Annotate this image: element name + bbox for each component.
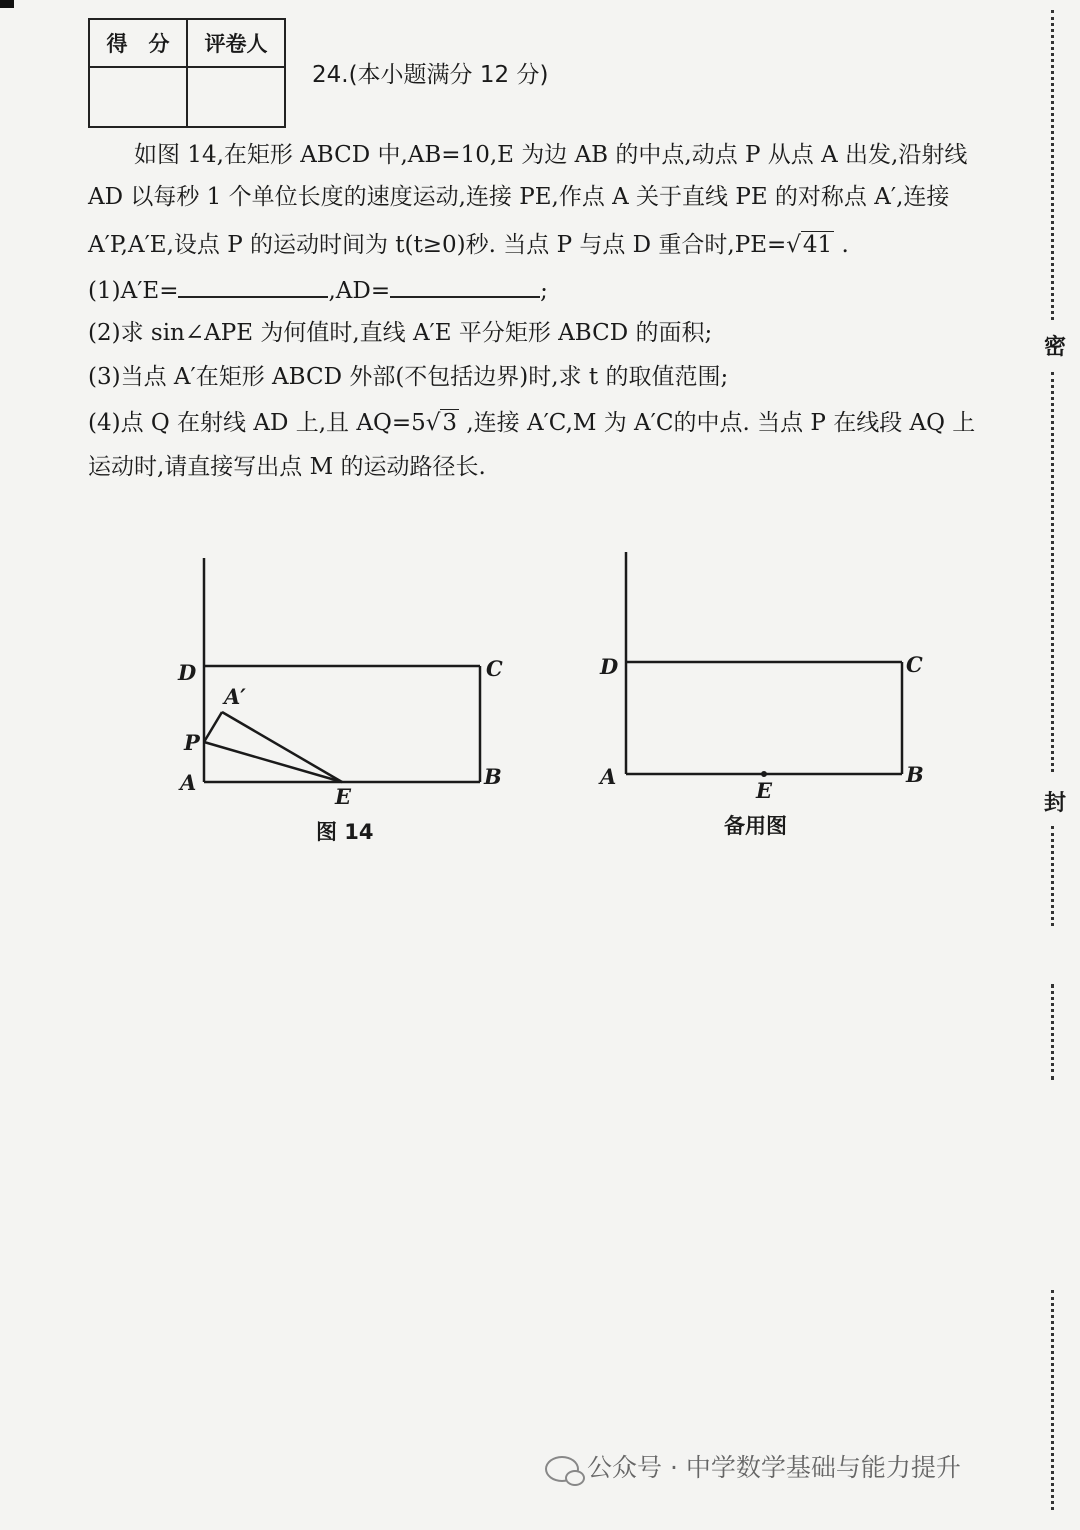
backup-point-e	[761, 771, 767, 777]
problem-text-3a: A′P,A′E,设点 P 的运动时间为 t(t≥0)秒. 当点 P 与点 D 重合时,PE=√	[88, 232, 801, 258]
figure-14	[160, 540, 540, 810]
watermark	[545, 1448, 961, 1484]
question-header: 24.(本小题满分 12 分)	[312, 62, 549, 88]
problem-line-2: AD 以每秒 1 个单位长度的速度运动,连接 PE,作点 A 关于直线 PE 的对称点 A′,连接	[88, 184, 950, 210]
q1-label: (1)A′E=	[88, 278, 179, 304]
label-p: P	[184, 730, 200, 755]
binding-line-top	[1051, 10, 1054, 320]
problem-line-1	[88, 132, 1028, 178]
binding-line-bottom-a	[1051, 984, 1054, 1080]
q4-text-a: (4)点 Q 在射线 AD 上,且 AQ=5√	[88, 410, 441, 436]
label-a: A	[180, 770, 197, 795]
backup-label-b: B	[906, 762, 924, 787]
figure-backup	[590, 540, 940, 810]
score-header: 得 分	[89, 19, 187, 67]
label-b: B	[484, 764, 502, 789]
label-c: C	[486, 656, 503, 681]
problem-text-1: 如图 14,在矩形 ABCD 中,AB=10,E 为边 AB 的中点,动点 P 从点 A 出发,沿射线	[134, 142, 968, 168]
grader-cell[interactable]	[187, 67, 285, 127]
q1-mid: ,AD=	[328, 278, 391, 304]
sqrt-41: 41	[802, 232, 833, 258]
question-1	[88, 268, 1028, 314]
backup-label-a: A	[600, 764, 617, 789]
backup-label-c: C	[906, 652, 923, 677]
binding-char-seal: 密	[1043, 335, 1066, 360]
answer-blank-ad[interactable]	[390, 272, 540, 298]
q4-text-b: ,连接 A′C,M 为 A′C的中点. 当点 P 在线段 AQ 上	[459, 410, 976, 436]
backup-label-d: D	[600, 654, 619, 679]
figure-14-caption: 图 14	[316, 820, 374, 844]
question-4-line-2: 运动时,请直接写出点 M 的运动路径长.	[88, 454, 486, 480]
label-d: D	[178, 660, 197, 685]
segment-a1p	[204, 712, 222, 742]
sqrt-3: 3	[442, 410, 458, 436]
q1-end: ;	[540, 278, 548, 304]
binding-char-feng: 封	[1043, 791, 1066, 816]
corner-mark	[0, 0, 14, 8]
answer-blank-ae[interactable]	[178, 272, 328, 298]
segment-a1e	[222, 712, 342, 782]
watermark-text: 公众号 · 中学数学基础与能力提升	[587, 1453, 961, 1482]
score-cell[interactable]	[89, 67, 187, 127]
question-4	[88, 400, 1028, 446]
binding-line-bottom-b	[1051, 1290, 1054, 1510]
question-2: (2)求 sin∠APE 为何值时,直线 A′E 平分矩形 ABCD 的面积;	[88, 320, 713, 346]
figure-backup-caption: 备用图	[724, 814, 787, 838]
label-a-prime: A′	[224, 684, 246, 709]
score-table	[88, 18, 286, 128]
backup-label-e: E	[756, 778, 773, 803]
label-e: E	[335, 784, 352, 809]
problem-line-3	[88, 222, 1028, 268]
grader-header: 评卷人	[187, 19, 285, 67]
binding-line-middle	[1051, 372, 1054, 772]
problem-text-3b: .	[834, 232, 849, 258]
question-3: (3)当点 A′在矩形 ABCD 外部(不包括边界)时,求 t 的取值范围;	[88, 364, 729, 390]
wechat-icon	[545, 1456, 579, 1482]
segment-pe	[204, 742, 342, 782]
binding-line-lower	[1051, 826, 1054, 926]
